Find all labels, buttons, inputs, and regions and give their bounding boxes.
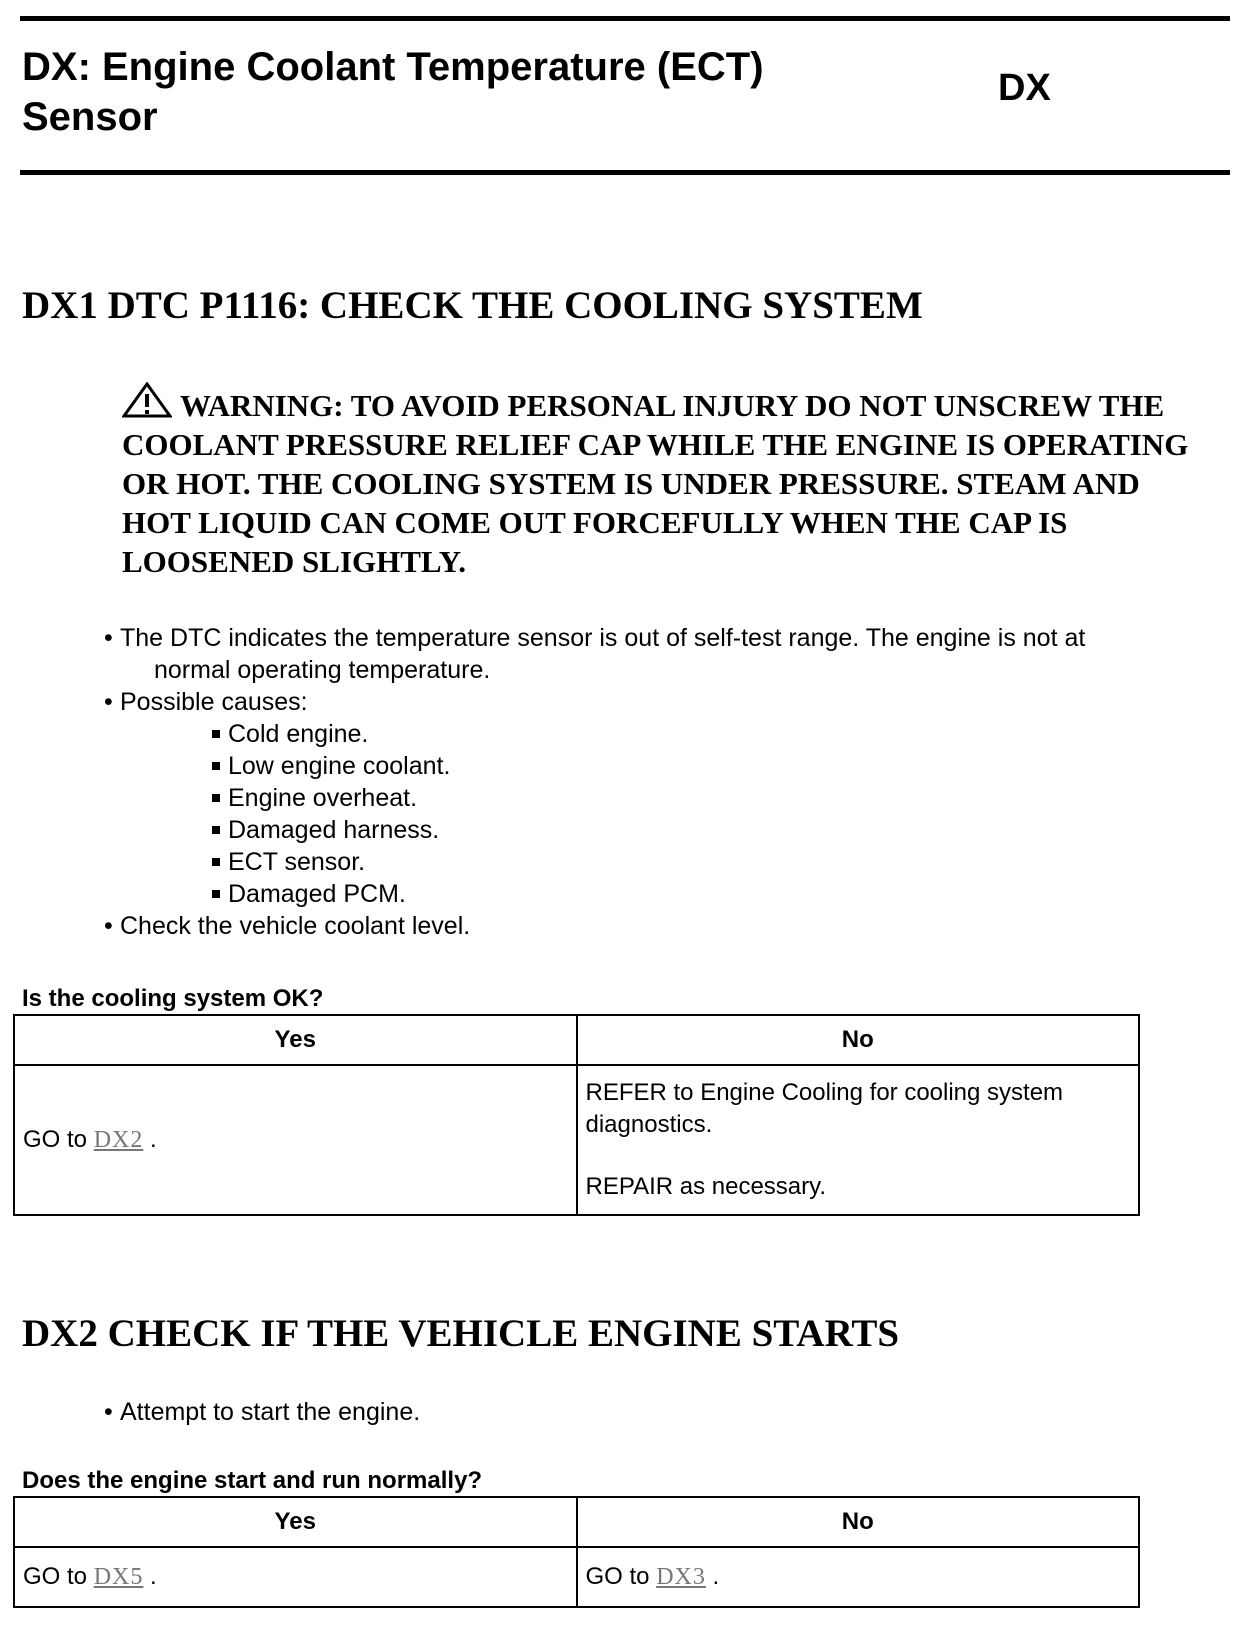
square-bullet-icon <box>212 762 220 770</box>
bullet-text: Check the vehicle coolant level. <box>120 912 471 940</box>
link-dx3[interactable]: DX3 <box>656 1564 706 1590</box>
goto-suffix: . <box>150 1126 157 1153</box>
list-item <box>104 1396 1224 1428</box>
header-bottom-rule <box>20 170 1230 175</box>
table-header-row <box>14 1497 1139 1547</box>
yes-cell <box>14 1547 577 1607</box>
paragraph-gap <box>586 1141 1131 1171</box>
cause-item <box>212 814 1224 846</box>
cause-item <box>212 750 1224 782</box>
bullet-text: Attempt to start the engine. <box>120 1398 421 1426</box>
step-dx2-question: Does the engine start and run normally? <box>22 1467 483 1494</box>
possible-causes-list <box>120 718 1224 910</box>
yes-cell <box>14 1065 577 1215</box>
no-instruction-1: REFER to Engine Cooling for cooling system diagnostics. <box>585 1079 1064 1138</box>
goto-suffix: . <box>150 1563 157 1590</box>
link-dx2[interactable]: DX2 <box>93 1127 144 1153</box>
step-dx2-bullets <box>104 1396 1224 1428</box>
warning-block <box>122 382 1202 581</box>
cause-text: Damaged harness. <box>228 816 440 844</box>
no-instruction-2: REPAIR as necessary. <box>585 1173 827 1200</box>
no-cell <box>577 1065 1140 1215</box>
square-bullet-icon <box>212 890 220 898</box>
cause-text: Low engine coolant. <box>228 752 451 780</box>
step-dx1-decision-table <box>13 1014 1140 1216</box>
bullet-icon: • <box>104 912 113 940</box>
bullet-icon: • <box>104 688 113 716</box>
cause-text: Engine overheat. <box>228 784 418 812</box>
step-dx1-question: Is the cooling system OK? <box>22 985 324 1012</box>
section-code: DX <box>998 67 1051 109</box>
cause-item <box>212 878 1224 910</box>
goto-prefix: GO to <box>585 1563 650 1590</box>
yes-column-header: Yes <box>14 1497 577 1547</box>
table-row <box>14 1547 1139 1607</box>
header-top-rule <box>20 16 1230 21</box>
list-item <box>104 622 1224 686</box>
warning-triangle-icon <box>122 382 172 418</box>
square-bullet-icon <box>212 826 220 834</box>
bullet-text: Possible causes: <box>120 688 308 716</box>
cause-item <box>212 846 1224 878</box>
table-header-row <box>14 1015 1139 1065</box>
goto-suffix: . <box>712 1563 720 1590</box>
bullet-text-continued: normal operating temperature. <box>154 656 491 684</box>
table-row <box>14 1065 1139 1215</box>
step-dx2-heading: DX2 CHECK IF THE VEHICLE ENGINE STARTS <box>22 1312 900 1355</box>
no-column-header: No <box>577 1497 1140 1547</box>
step-dx1-heading: DX1 DTC P1116: CHECK THE COOLING SYSTEM <box>22 284 923 327</box>
cause-item <box>212 718 1224 750</box>
cause-text: Damaged PCM. <box>228 880 406 908</box>
bullet-text: The DTC indicates the temperature sensor is out of self-test range. The engine is not at <box>120 624 1086 652</box>
square-bullet-icon <box>212 794 220 802</box>
cause-text: ECT sensor. <box>228 848 366 876</box>
step-dx2-decision-table <box>13 1496 1140 1608</box>
square-bullet-icon <box>212 730 220 738</box>
cause-item <box>212 782 1224 814</box>
cause-text: Cold engine. <box>228 720 369 748</box>
document-title: DX: Engine Coolant Temperature (ECT) Sensor <box>22 45 764 139</box>
square-bullet-icon <box>212 858 220 866</box>
yes-column-header: Yes <box>14 1015 577 1065</box>
list-item <box>104 686 1224 910</box>
bullet-icon: • <box>104 624 113 652</box>
step-dx1-bullets <box>104 622 1224 942</box>
link-dx5[interactable]: DX5 <box>93 1564 144 1590</box>
no-column-header: No <box>577 1015 1140 1065</box>
goto-prefix: GO to <box>23 1563 88 1590</box>
no-cell <box>577 1547 1140 1607</box>
goto-prefix: GO to <box>23 1126 88 1153</box>
list-item <box>104 910 1224 942</box>
warning-text: WARNING: TO AVOID PERSONAL INJURY DO NOT UNSCREW THE COOLANT PRESSURE RELIEF CAP WHILE THE ENGINE IS OPERATING OR HOT. THE COOLING SYSTEM IS UNDER PRESSURE. STEAM AND HOT LIQUID CAN COME OUT FORCEFULLY WHEN THE CAP IS LOOSENED SLIGHTLY. <box>122 388 1189 579</box>
bullet-icon: • <box>104 1398 113 1426</box>
